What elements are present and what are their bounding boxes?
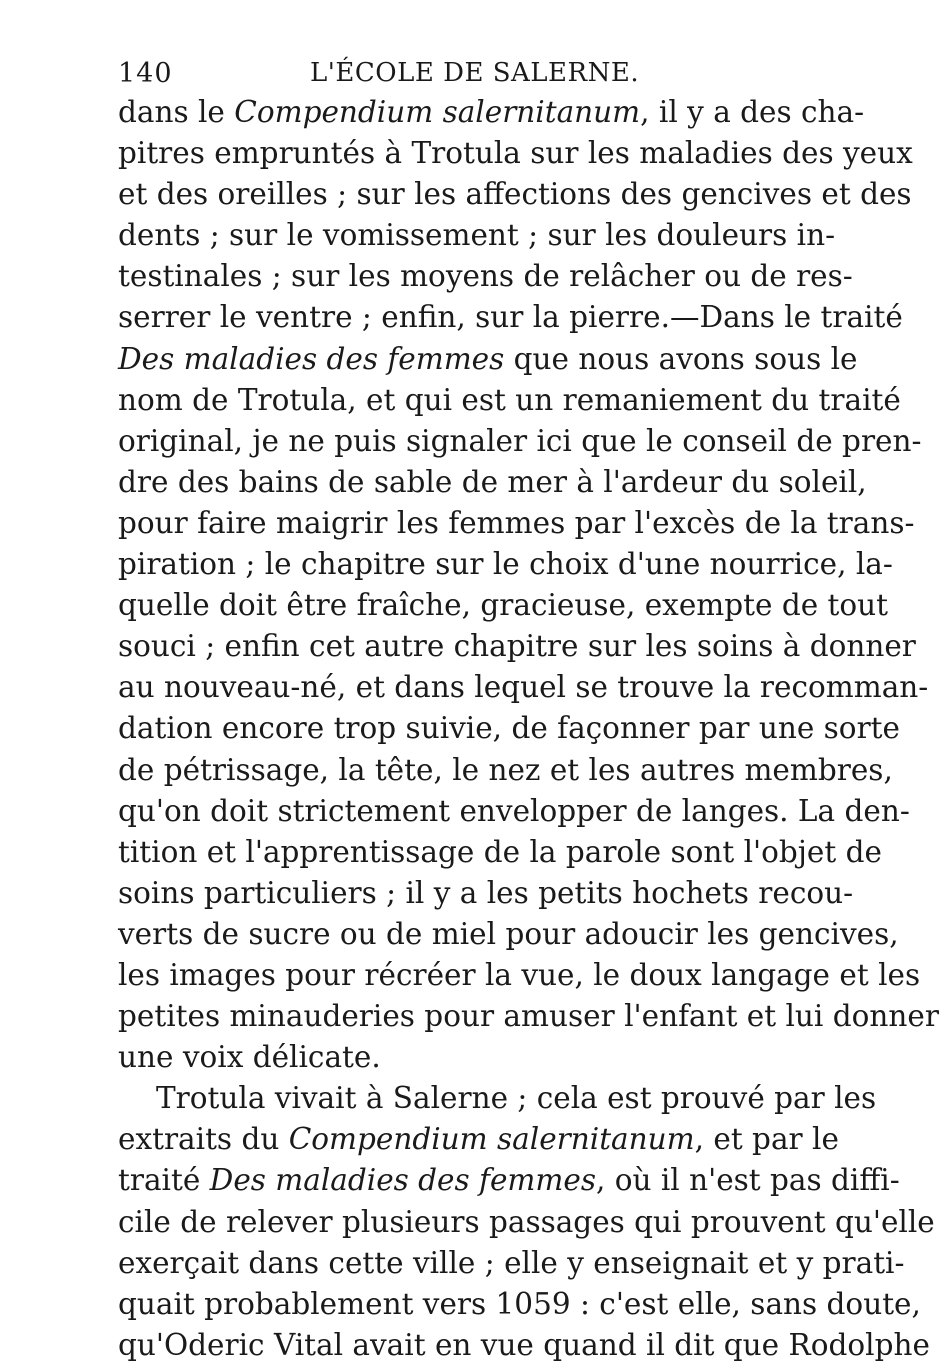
text-run: au nouveau-né, et dans lequel se trouve la recomman- (118, 670, 929, 705)
text-line (118, 1202, 935, 1243)
text-line (118, 256, 853, 297)
text-run: dre des bains de sable de mer à l'ardeur du soleil, (118, 464, 867, 499)
text-line (118, 133, 913, 174)
text-line (118, 1160, 900, 1201)
text-run: verts de sucre ou de miel pour adoucir les gencives, (118, 916, 899, 951)
text-line (118, 1037, 743, 1078)
text-line (118, 297, 903, 338)
text-run: nom de Trotula, et qui est un remaniement du traité (118, 382, 901, 417)
italic-title: Compendium salernitanum (288, 1122, 695, 1157)
text-line (118, 1243, 905, 1284)
italic-title: Compendium salernitanum (234, 95, 641, 129)
text-line (118, 1284, 921, 1325)
text-run: soins particuliers ; il y a les petits hochets recou- (118, 875, 854, 910)
text-line (118, 750, 893, 791)
text-run: , il y a des cha- (640, 95, 865, 129)
text-line (118, 1078, 877, 1119)
text-line (118, 462, 867, 503)
text-run: qu'Oderic Vital avait en vue quand il dit que Rodolphe (118, 1327, 930, 1362)
text-run: de pétrissage, la tête, le nez et les autres membres, (118, 752, 893, 787)
text-run: traité (118, 1163, 210, 1198)
text-run: testinales ; sur les moyens de relâcher ou de res- (118, 259, 853, 294)
text-line (118, 626, 916, 667)
italic-title: Des maladies des femmes (118, 341, 505, 376)
text-line (118, 791, 910, 832)
text-line (118, 92, 865, 133)
text-line (118, 215, 836, 256)
running-title: L'ÉCOLE DE SALERNE. (310, 58, 640, 88)
text-line (118, 339, 858, 380)
text-run: dans le (118, 95, 235, 129)
text-run: dents ; sur le vomissement ; sur les douleurs in- (118, 218, 836, 253)
text-run: serrer le ventre ; enfin, sur la pierre.—Dans le traité (118, 300, 903, 335)
text-run: pour faire maigrir les femmes par l'excès de la trans- (118, 505, 915, 540)
text-run: qu'on doit strictement envelopper de langes. La den- (118, 793, 910, 828)
body-text (118, 92, 939, 1366)
page-header (118, 58, 738, 88)
text-run: que nous avons sous le (504, 341, 858, 376)
text-run: les images pour récréer la vue, le doux langage et les (118, 957, 921, 992)
text-line (118, 421, 922, 462)
text-run: pitres empruntés à Trotula sur les maladies des yeux (118, 136, 913, 171)
italic-title: Des maladies des femmes (209, 1163, 596, 1198)
text-run: tition et l'apprentissage de la parole sont l'objet de (118, 834, 882, 869)
text-line (118, 708, 900, 749)
text-run: cile de relever plusieurs passages qui prouvent qu'elle (118, 1204, 935, 1239)
text-line (118, 544, 893, 585)
text-line (118, 1119, 839, 1160)
text-line (118, 914, 899, 955)
text-line (118, 873, 854, 914)
text-line (118, 832, 882, 873)
text-run: , et par le (694, 1122, 839, 1157)
text-line (118, 503, 915, 544)
text-run: Trotula vivait à Salerne ; cela est prouvé par les (156, 1081, 877, 1116)
text-run: une voix délicate. (118, 1040, 381, 1075)
text-run: souci ; enfin cet autre chapitre sur les soins à donner (118, 629, 916, 664)
text-run: piration ; le chapitre sur le choix d'une nourrice, la- (118, 547, 893, 582)
text-run: exerçait dans cette ville ; elle y enseignait et y prati- (118, 1245, 905, 1280)
text-line (118, 585, 889, 626)
text-run: quait probablement vers 1059 : c'est elle, sans doute, (118, 1286, 921, 1321)
text-line (118, 667, 929, 708)
text-line (118, 174, 912, 215)
text-run: extraits du (118, 1122, 289, 1157)
page-number: 140 (118, 58, 173, 89)
text-run: , où il n'est pas diffi- (595, 1163, 900, 1198)
text-run: quelle doit être fraîche, gracieuse, exempte de tout (118, 588, 889, 623)
text-line (118, 380, 901, 421)
text-run: et des oreilles ; sur les affections des gencives et des (118, 177, 912, 212)
text-run: petites minauderies pour amuser l'enfant et lui donner (118, 999, 939, 1034)
text-line (118, 955, 921, 996)
text-run: dation encore trop suivie, de façonner par une sorte (118, 711, 900, 746)
text-line (118, 996, 939, 1037)
text-line (118, 1325, 930, 1366)
text-run: original, je ne puis signaler ici que le conseil de pren- (118, 423, 922, 458)
